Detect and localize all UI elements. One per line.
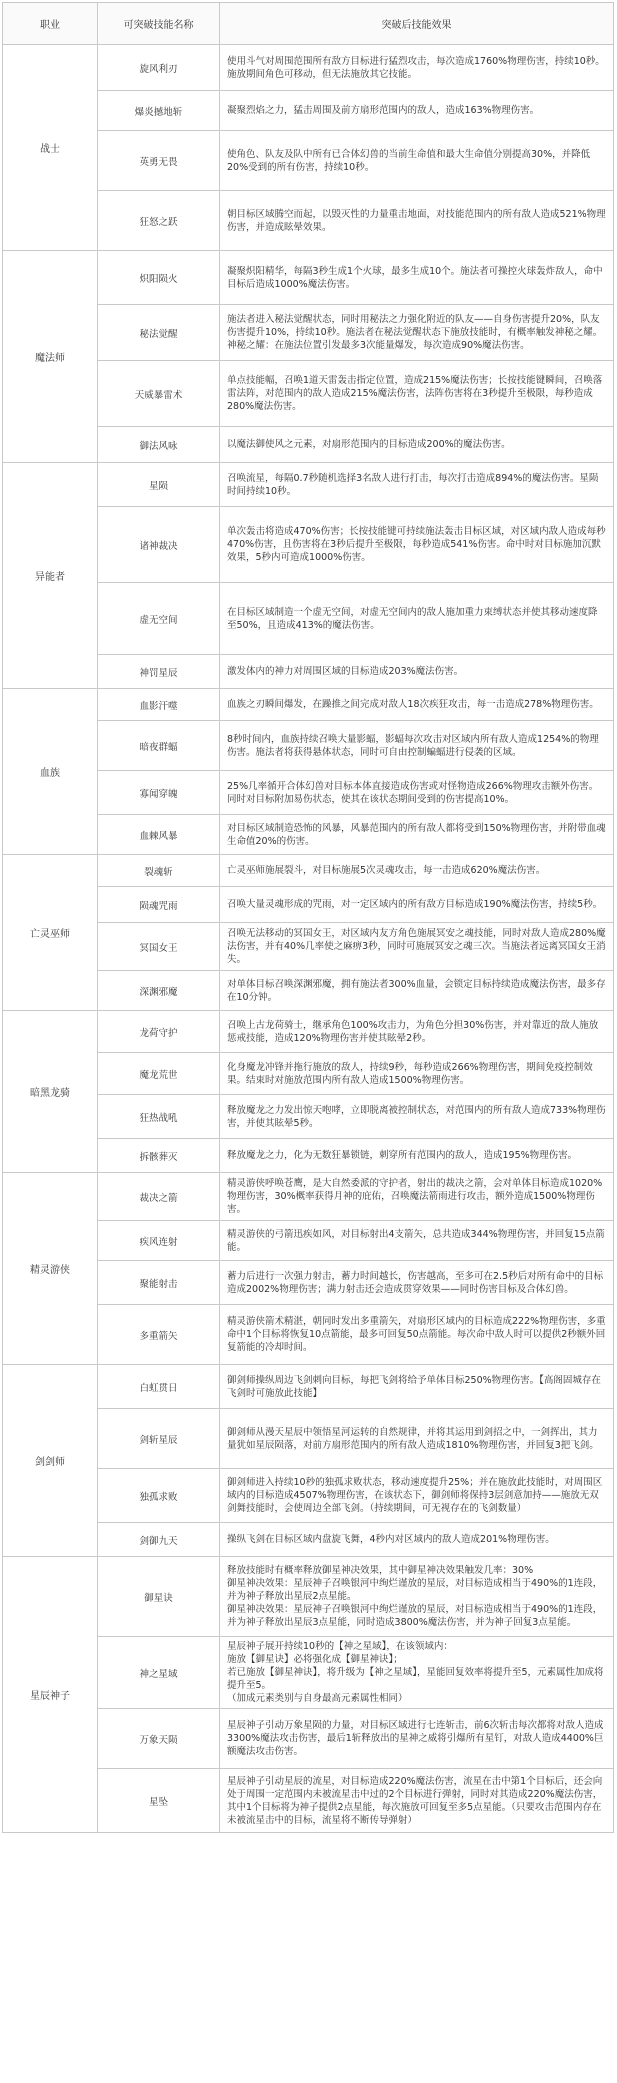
skill-effect-cell: 御剑师进入持续10秒的独孤求败状态，移动速度提升25%；并在施放此技能时，对周围区域内的目标造成4507%物理伤害，在该状态下，御剑师将保持3层剑意加持——施放无双剑舞技能时，会使周边全部飞剑。（持续期间，可无视存在的飞剑数量）	[220, 1469, 614, 1523]
skill-effect-cell: 凝聚烈焰之力，猛击周围及前方扇形范围内的敌人，造成163%物理伤害。	[220, 91, 614, 131]
skill-effect-cell: 施法者进入秘法觉醒状态，同时用秘法之力强化附近的队友——自身伤害提升20%，队友伤害提升10%，持续10秒。施法者在秘法觉醒状态下施放技能时，有概率触发神秘之耀。神秘之耀：在施法位置引发最多3次能量爆发，每次造成90%魔法伤害。	[220, 305, 614, 361]
job-cell: 暗黑龙骑	[3, 1011, 98, 1173]
skill-breakthrough-table	[2, 2, 614, 1833]
skill-name-cell: 星陨	[98, 463, 220, 507]
skill-effect-cell: 化身魔龙冲锋并拖行施放的敌人，持续9秒，每秒造成266%物理伤害，期间免疫控制效果。结束时对施放范围内所有敌人造成1500%物理伤害。	[220, 1053, 614, 1095]
job-cell: 魔法师	[3, 251, 98, 463]
skill-effect-cell: 蓄力后进行一次强力射击，蓄力时间越长，伤害越高，至多可在2.5秒后对所有命中的目标造成2002%物理伤害；满力射击还会造成贯穿效果——同时伤害目标及合体幻兽。	[220, 1261, 614, 1305]
job-cell: 精灵游侠	[3, 1173, 98, 1365]
skill-name-cell: 拆骸葬灭	[98, 1139, 220, 1173]
skill-name-cell: 聚能射击	[98, 1261, 220, 1305]
skill-name-cell: 裂魂斩	[98, 855, 220, 887]
skill-effect-cell: 召唤上古龙荷骑士，继承角色100%攻击力，为角色分担30%伤害，并对靠近的敌人施放惩戒技能，造成120%物理伤害并使其眩晕2秒。	[220, 1011, 614, 1053]
skill-effect-cell: 凝聚炽阳精华，每隔3秒生成1个火球，最多生成10个。施法者可操控火球轰炸敌人，命中目标后造成1000%魔法伤害。	[220, 251, 614, 305]
skill-name-cell: 旋风利刃	[98, 45, 220, 91]
job-cell: 亡灵巫师	[3, 855, 98, 1011]
skill-effect-cell: 精灵游侠呼唤苍鹰，是大自然委派的守护者，射出的裁决之箭，会对单体目标造成1020%物理伤害，30%概率获得月神的庇佑，召唤魔法箭雨进行攻击，额外造成1500%物理伤害。	[220, 1173, 614, 1221]
table-row	[3, 463, 614, 507]
skill-effect-cell: 对单体目标召唤深渊邪魔，拥有施法者300%血量，会锁定目标持续造成魔法伤害，最多存在10分钟。	[220, 971, 614, 1011]
skill-effect-cell: 召唤流星，每隔0.7秒随机选择3名敌人进行打击，每次打击造成894%的魔法伤害。星陨时间持续10秒。	[220, 463, 614, 507]
skill-name-cell: 多重箭矢	[98, 1305, 220, 1365]
skill-name-cell: 诸神裁决	[98, 507, 220, 583]
skill-effect-cell: 释放技能时有概率释放御星神决效果，其中御星神决效果触发几率：30% 御星神决效果：星辰神子召唤银河中绚烂谨放的星辰，对目标造成相当于490%的1连段，并为神子释放出星辰2点星能。 御星神决效果：星辰神子召唤银河中绚烂谨放的星辰，对目标造成相当于490%的1连段，并为神子释放出星辰3点星能，同时造成3800%魔法伤害，并为神子回复3点星能。	[220, 1557, 614, 1637]
skill-name-cell: 狂热战吼	[98, 1095, 220, 1139]
job-cell: 血族	[3, 689, 98, 855]
skill-name-cell: 暗夜群蝠	[98, 721, 220, 771]
skill-name-cell: 陨魂咒雨	[98, 887, 220, 923]
skill-name-cell: 血影汗噬	[98, 689, 220, 721]
skill-effect-cell: 亡灵巫师施展裂斗，对目标施展5次灵魂攻击，每一击造成620%魔法伤害。	[220, 855, 614, 887]
skill-name-cell: 独孤求败	[98, 1469, 220, 1523]
skill-effect-cell: 精灵游侠的弓箭迅疾如风，对目标射出4支箭矢，总共造成344%物理伤害，并回复15点箭能。	[220, 1221, 614, 1261]
skill-effect-cell: 朝目标区域腾空而起，以毁灭性的力量重击地面，对技能范围内的所有敌人造成521%物理伤害，并造成眩晕效果。	[220, 191, 614, 251]
job-cell: 战士	[3, 45, 98, 251]
skill-effect-cell: 25%几率循开合体幻兽对目标本体直接造成伤害或对怪物造成266%物理攻击额外伤害。同时对目标附加易伤状态，使其在该状态期间受到的伤害提高10%。	[220, 771, 614, 815]
skill-name-cell: 爆炎撼地斩	[98, 91, 220, 131]
skill-name-cell: 白虹贯日	[98, 1365, 220, 1409]
skill-name-cell: 万象天陨	[98, 1709, 220, 1769]
skill-effect-cell: 在目标区域制造一个虚无空间，对虚无空间内的敌人施加重力束缚状态并使其移动速度降至50%，且造成413%的魔法伤害。	[220, 583, 614, 655]
table-row	[3, 1557, 614, 1637]
skill-effect-cell: 单点技能幅，召唤1道天雷轰击指定位置，造成215%魔法伤害；长按技能键瞬间，召唤落雷法阵，对范围内的敌人造成215%魔法伤害，法阵伤害将在3秒提升至极限，每秒造成280%魔法伤害。	[220, 361, 614, 427]
skill-name-cell: 虚无空间	[98, 583, 220, 655]
header-effect: 突破后技能效果	[220, 3, 614, 45]
skill-effect-cell: 御剑师从漫天星辰中领悟星河运转的自然规律，并将其运用到剑招之中，一剑挥出，其力量犹如星辰陨落，对前方扇形范围内的所有敌人造成1810%物理伤害，并回复3把飞剑。	[220, 1409, 614, 1469]
skill-effect-cell: 8秒时间内，血族持续召唤大量影蝠，影蝠每次攻击对区域内所有敌人造成1254%的物理伤害。施法者将获得悬体状态，同时可自由控制蝙蝠进行侵袭的区域。	[220, 721, 614, 771]
table-row	[3, 1365, 614, 1409]
table-row	[3, 1173, 614, 1221]
skill-effect-cell: 星辰神子引动万象星陨的力量，对目标区域进行七连斩击，前6次斩击每次都将对敌人造成3300%魔法攻击伤害，最后1斩释放出的星神之威将引爆所有星钉，对敌人造成4400%巨额魔法攻击伤害。	[220, 1709, 614, 1769]
skill-name-cell: 秘法觉醒	[98, 305, 220, 361]
skill-name-cell: 御星诀	[98, 1557, 220, 1637]
skill-name-cell: 剑御九天	[98, 1523, 220, 1557]
skill-name-cell: 疾风连射	[98, 1221, 220, 1261]
skill-effect-cell: 对目标区域制造恐怖的风暴，风暴范围内的所有敌人都将受到150%物理伤害，并附带血魂生命值20%的伤害。	[220, 815, 614, 855]
job-cell: 剑剑师	[3, 1365, 98, 1557]
skill-effect-cell: 以魔法御使风之元素，对扇形范围内的目标造成200%的魔法伤害。	[220, 427, 614, 463]
skill-name-cell: 御法风咏	[98, 427, 220, 463]
skill-effect-cell: 使角色、队友及队中所有已合体幻兽的当前生命值和最大生命值分别提高30%，并降低20%受到的所有伤害，持续10秒。	[220, 131, 614, 191]
table-body	[3, 45, 614, 1833]
skill-effect-cell: 召唤大量灵魂形成的咒雨，对一定区域内的所有敌方目标造成190%魔法伤害，持续5秒。	[220, 887, 614, 923]
bottom-fade-overlay	[0, 2043, 617, 2083]
skill-name-cell: 英勇无畏	[98, 131, 220, 191]
skill-name-cell: 神之星域	[98, 1637, 220, 1709]
skill-effect-cell: 操纵飞剑在目标区域内盘旋飞舞，4秒内对区域内的敌人造成201%物理伤害。	[220, 1523, 614, 1557]
skill-effect-cell: 单次轰击将造成470%伤害；长按技能键可持续施法轰击目标区域，对区域内敌人造成每秒470%伤害，且伤害将在3秒后提升至极限，每秒造成541%伤害。命中时对目标施加沉默效果，5秒内可造成1000%伤害。	[220, 507, 614, 583]
skill-effect-cell: 星辰神子引动星辰的流星，对目标造成220%魔法伤害，流星在击中第1个目标后，还会向处于周围一定范围内未被流星击中过的2个目标进行弹射，同时对其造成220%魔法伤害，其中1个目标将为神子提供2点星能，每次施放可回复至多5点星能。（只要攻击范围内存在未被流星击中的目标，流星将不断传导弹射）	[220, 1769, 614, 1833]
skill-effect-cell: 血族之刃瞬间爆发，在躁推之间完成对敌人18次疾狂攻击，每一击造成278%物理伤害。	[220, 689, 614, 721]
header-skill: 可突破技能名称	[98, 3, 220, 45]
table-header-row	[3, 3, 614, 45]
skill-name-cell: 神罚星辰	[98, 655, 220, 689]
skill-name-cell: 魔龙荒世	[98, 1053, 220, 1095]
header-job: 职业	[3, 3, 98, 45]
skill-effect-cell: 释放魔龙之力，化为无数狂暴锁链，刺穿所有范围内的敌人，造成195%物理伤害。	[220, 1139, 614, 1173]
skill-effect-cell: 释放魔龙之力发出惊天咆哮，立即脱离被控制状态，对范围内的所有敌人造成733%物理伤害，并使其眩晕5秒。	[220, 1095, 614, 1139]
skill-name-cell: 星坠	[98, 1769, 220, 1833]
table-row	[3, 855, 614, 887]
job-cell: 星辰神子	[3, 1557, 98, 1833]
skill-effect-cell: 星辰神子展开持续10秒的【神之星域】，在该领域内： 施放【御星诀】必将强化成【御星神诀】； 若已施放【御星神诀】，将升级为【神之星域】，星能回复效率将提升至5，元素属性加成将提升至5。 （加成元素类别与自身最高元素属性相同）	[220, 1637, 614, 1709]
skill-effect-cell: 激发体内的神力对周围区域的目标造成203%魔法伤害。	[220, 655, 614, 689]
skill-effect-cell: 精灵游侠箭术精湛，朝同时发出多重箭矢，对扇形区域内的目标造成222%物理伤害，多重命中1个目标将恢复10点箭能，最多可回复50点箭能。每次命中敌人时可以提供2秒额外回复箭能的冷却时间。	[220, 1305, 614, 1365]
skill-name-cell: 寡闻穿魄	[98, 771, 220, 815]
table-row	[3, 689, 614, 721]
table-row	[3, 251, 614, 305]
skill-name-cell: 炽阳陨火	[98, 251, 220, 305]
table-row	[3, 45, 614, 91]
skill-name-cell: 裁决之箭	[98, 1173, 220, 1221]
skill-effect-cell: 使用斗气对周围范围所有敌方目标进行猛烈攻击，每次造成1760%物理伤害，持续10秒。施放期间角色可移动，但无法施放其它技能。	[220, 45, 614, 91]
skill-effect-cell: 召唤无法移动的冥国女王，对区域内友方角色施展冥安之魂技能，同时对敌人造成280%魔法伤害，并有40%几率使之麻痹3秒，同时可施展冥安之魂三次。当施法者远离冥国女王消失。	[220, 923, 614, 971]
skill-name-cell: 深渊邪魔	[98, 971, 220, 1011]
skill-name-cell: 龙荷守护	[98, 1011, 220, 1053]
job-cell: 异能者	[3, 463, 98, 689]
skill-name-cell: 天威暴雷术	[98, 361, 220, 427]
skill-name-cell: 冥国女王	[98, 923, 220, 971]
skill-name-cell: 狂怒之跃	[98, 191, 220, 251]
table-row	[3, 1011, 614, 1053]
skill-name-cell: 剑斩星辰	[98, 1409, 220, 1469]
skill-effect-cell: 御剑师操纵周边飞剑刺向目标，每把飞剑将给予单体目标250%物理伤害。【高阁固城存在飞剑时可施放此技能】	[220, 1365, 614, 1409]
skill-name-cell: 血棘风暴	[98, 815, 220, 855]
